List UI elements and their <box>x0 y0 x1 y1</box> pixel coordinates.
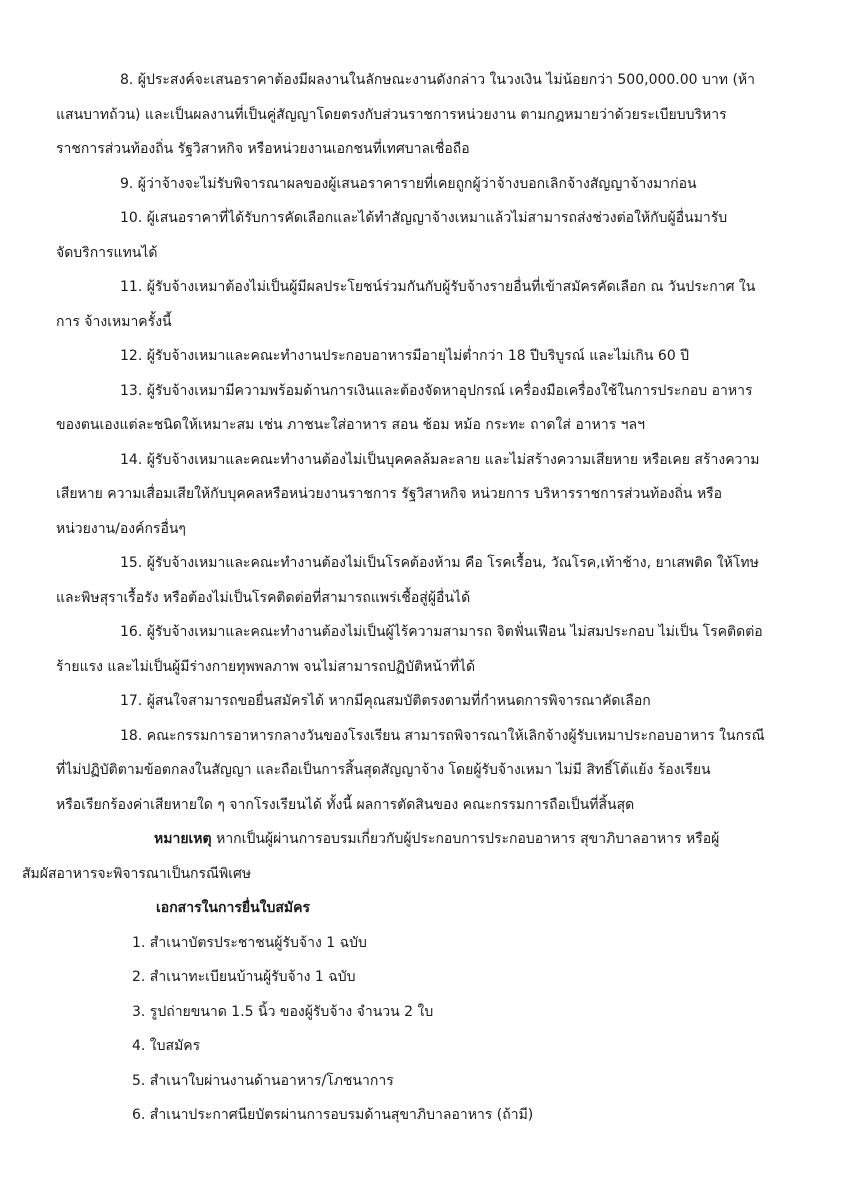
note-paragraph <box>22 822 767 891</box>
paragraph-line: หรือเรียกร้องค่าเสียหายใด ๆ จากโรงเรียนได้ ทั้งนี้ ผลการตัดสินของ คณะกรรมการถือเป็นที่สิ้นสุด <box>56 796 635 813</box>
document-item: 6. สำเนาประกาศนียบัตรผ่านการอบรมด้านสุขาภิบาลอาหาร (ถ้ามี) <box>132 1107 534 1123</box>
paragraph-line: แสนบาทถ้วน) และเป็นผลงานที่เป็นคู่สัญญาโดยตรงกับส่วนราชการหน่วยงาน ตามกฎหมายว่าด้วยระเบียบบริหาร <box>56 106 727 123</box>
paragraph-line: ร้ายแรง และไม่เป็นผู้มีร่างกายทุพพลภาพ จนไม่สามารถปฏิบัติหน้าที่ได้ <box>56 658 476 675</box>
condition-paragraph <box>56 546 767 615</box>
condition-paragraph <box>56 719 767 823</box>
condition-paragraph <box>56 374 767 443</box>
paragraph-line: 18. คณะกรรมการอาหารกลางวันของโรงเรียน สามารถพิจารณาให้เลิกจ้างผู้รับเหมาประกอบอาหาร ในกรณี <box>120 727 765 744</box>
condition-paragraph <box>56 270 767 339</box>
paragraph-line: 17. ผู้สนใจสามารถขอยื่นสมัครได้ หากมีคุณสมบัติตรงตามที่กำหนดการพิจารณาคัดเลือก <box>120 693 651 709</box>
paragraph-line: เสียหาย ความเสื่อมเสียให้กับบุคคลหรือหน่วยงานราชการ รัฐวิสาหกิจ หน่วยการ บริหารราชการส่วนท้องถิ่น หรือ <box>56 486 723 502</box>
note-label: หมายเหตุ <box>154 831 212 847</box>
document-item: 5. สำเนาใบผ่านงานด้านอาหาร/โภชนาการ <box>132 1072 394 1089</box>
paragraph-line: 12. ผู้รับจ้างเหมาและคณะทำงานประกอบอาหารมีอายุไม่ต่ำกว่า 18 ปีบริบูรณ์ และไม่เกิน 60 ปี <box>120 348 690 364</box>
condition-paragraph <box>56 63 767 167</box>
document-item: 4. ใบสมัคร <box>132 1038 201 1054</box>
paragraph-line: 13. ผู้รับจ้างเหมามีความพร้อมด้านการเงินและต้องจัดหาอุปกรณ์ เครื่องมือเครื่องใช้ในการประกอบ อาหาร <box>120 382 753 399</box>
paragraph-line: 8. ผู้ประสงค์จะเสนอราคาต้องมีผลงานในลักษณะงานดังกล่าว ในวงเงิน ไม่น้อยกว่า 500,000.00 บาท (ห้า <box>120 72 755 88</box>
paragraph-line: 14. ผู้รับจ้างเหมาและคณะทำงานต้องไม่เป็นบุคคลล้มละลาย และไม่สร้างความเสียหาย หรือเคย สร้างความ <box>120 451 760 468</box>
documents-list <box>88 926 767 1133</box>
document-item: 3. รูปถ่ายขนาด 1.5 นิ้ว ของผู้รับจ้าง จำนวน 2 ใบ <box>132 1003 434 1020</box>
note-line-2: สัมผัสอาหารจะพิจารณาเป็นกรณีพิเศษ <box>22 865 252 882</box>
paragraph-line: 15. ผู้รับจ้างเหมาและคณะทำงานต้องไม่เป็นโรคต้องห้าม คือ โรคเรื้อน, วัณโรค,เท้าช้าง, ยาเสพติด ให้โทษ <box>120 555 759 571</box>
condition-paragraph <box>56 201 767 270</box>
paragraph-line: ที่ไม่ปฏิบัติตามข้อตกลงในสัญญา และถือเป็นการสิ้นสุดสัญญาจ้าง โดยผู้รับจ้างเหมา ไม่มี สิทธิ์โต้แย้ง ร้องเรียน <box>56 762 711 778</box>
document-item: 2. สำเนาทะเบียนบ้านผู้รับจ้าง 1 ฉบับ <box>132 969 356 985</box>
conditions-section <box>56 63 767 822</box>
condition-paragraph <box>88 167 767 202</box>
document-item: 1. สำเนาบัตรประชาชนผู้รับจ้าง 1 ฉบับ <box>132 934 367 951</box>
condition-paragraph <box>56 615 767 684</box>
condition-paragraph <box>88 339 767 374</box>
paragraph-line: หน่วยงาน/องค์กรอื่นๆ <box>56 520 186 537</box>
paragraph-line: 9. ผู้ว่าจ้างจะไม่รับพิจารณาผลของผู้เสนอราคารายที่เคยถูกผู้ว่าจ้างบอกเลิกจ้างสัญญาจ้างมาก่อน <box>120 175 697 192</box>
paragraph-line: การ จ้างเหมาครั้งนี้ <box>56 313 172 330</box>
paragraph-line: จัดบริการแทนได้ <box>56 244 158 261</box>
paragraph-line: ของตนเองแต่ละชนิดให้เหมาะสม เช่น ภาชนะใส่อาหาร สอน ช้อม หม้อ กระทะ ถาดใส่ อาหาร ฯลฯ <box>56 417 645 433</box>
note-line-1: หากเป็นผู้ผ่านการอบรมเกี่ยวกับผู้ประกอบการประกอบอาหาร สุขาภิบาลอาหาร หรือผู้ <box>216 831 720 847</box>
condition-paragraph <box>56 443 767 547</box>
condition-paragraph <box>88 684 767 719</box>
paragraph-line: และพิษสุราเรื้อรัง หรือต้องไม่เป็นโรคติดต่อที่สามารถแพร่เชื้อสู่ผู้อื่นได้ <box>56 589 471 606</box>
paragraph-line: 11. ผู้รับจ้างเหมาต้องไม่เป็นผู้มีผลประโยชน์ร่วมกันกับผู้รับจ้างรายอื่นที่เข้าสมัครคัดเลือก ณ วันประกาศ ใน <box>120 279 756 295</box>
paragraph-line: 16. ผู้รับจ้างเหมาและคณะทำงานต้องไม่เป็นผู้ไร้ความสามารถ จิตฟั่นเฟือน ไม่สมประกอบ ไม่เป็น โรคติดต่อ <box>120 624 763 640</box>
documents-heading: เอกสารในการยื่นใบสมัคร <box>156 900 311 916</box>
paragraph-line: 10. ผู้เสนอราคาที่ได้รับการคัดเลือกและได้ทำสัญญาจ้างเหมาแล้วไม่สามารถส่งช่วงต่อให้กับผู้อื่นมารับ <box>120 210 728 226</box>
paragraph-line: ราชการส่วนท้องถิ่น รัฐวิสาหกิจ หรือหน่วยงานเอกชนที่เทศบาลเชื่อถือ <box>56 141 470 157</box>
